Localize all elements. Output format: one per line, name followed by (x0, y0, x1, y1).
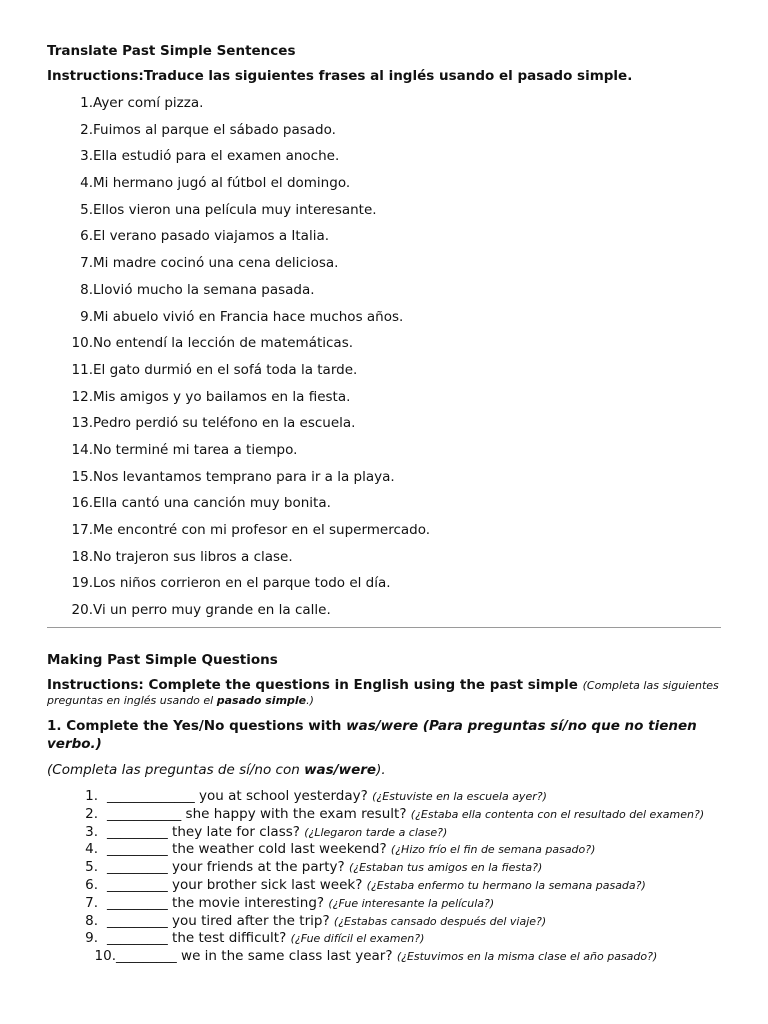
question-hint: (¿Llegaron tarde a clase?) (304, 825, 448, 839)
list-item-number: 6. (80, 228, 93, 245)
question-body (107, 824, 712, 842)
list-item-number: 10. (71, 335, 93, 352)
section1-instructions: Instructions:Traduce las siguientes frases al inglés usando el pasado simple. (47, 68, 633, 84)
list-item (47, 121, 721, 148)
list-item-text: No terminé mi tarea a tiempo. (93, 441, 298, 458)
list-item-text: Pedro perdió su teléfono en la escuela. (93, 415, 356, 432)
list-item-number: 16. (71, 495, 93, 512)
question-number: 4. (85, 841, 98, 858)
question-item (47, 806, 721, 824)
answer-blank[interactable]: _________ (107, 823, 168, 840)
list-item (47, 147, 721, 174)
list-item-text: Ellos vieron una película muy interesante. (93, 201, 377, 218)
question-item (47, 841, 721, 859)
translation-list (47, 94, 721, 628)
list-item-number: 8. (80, 281, 93, 298)
list-item-number: 12. (71, 388, 93, 405)
list-item-number: 2. (80, 121, 93, 138)
question-text: your friends at the party? (167, 859, 349, 876)
list-item-number: 11. (71, 361, 93, 378)
list-item-text: El verano pasado viajamos a Italia. (93, 228, 330, 245)
list-item-number: 7. (80, 255, 93, 272)
list-item-text: Llovió mucho la semana pasada. (93, 281, 315, 298)
part1-note-bold: was/were (304, 762, 377, 778)
list-item (47, 468, 721, 495)
list-item (47, 441, 721, 468)
list-item (47, 601, 721, 628)
question-hint: (¿Estuvimos en la misma clase el año pasado?) (396, 950, 658, 964)
question-hint: (¿Estaba enfermo tu hermano la semana pasada?) (366, 878, 646, 892)
section2-instructions-sub-bold: pasado simple (216, 694, 307, 707)
question-number: 10. (94, 948, 116, 965)
list-item (47, 308, 721, 335)
question-number: 2. (85, 805, 98, 822)
list-item (47, 361, 721, 388)
question-body (116, 948, 721, 966)
question-item (47, 824, 721, 842)
question-item (47, 859, 721, 877)
answer-blank[interactable]: _________ (107, 894, 168, 911)
list-item-number: 13. (71, 415, 93, 432)
question-text: they late for class? (167, 823, 305, 840)
list-item (47, 174, 721, 201)
question-hint: (¿Estabas cansado después del viaje?) (333, 914, 547, 928)
question-item (47, 948, 721, 966)
answer-blank[interactable]: ___________ (107, 805, 182, 822)
question-number: 1. (85, 788, 98, 804)
list-item (47, 201, 721, 228)
section2-instructions-sub-a: (Completa las siguientes preguntas en inglés usando el (47, 679, 719, 707)
question-hint: (¿Hizo frío el fin de semana pasado?) (390, 843, 596, 857)
question-body (107, 877, 712, 895)
section1-title: Translate Past Simple Sentences (47, 43, 296, 59)
list-item (47, 414, 721, 441)
section2-instructions-main: Instructions: Complete the questions in English using the past simple (47, 677, 578, 693)
question-text: the movie interesting? (167, 894, 329, 911)
question-item (47, 895, 721, 913)
list-item (47, 281, 721, 308)
list-item (47, 521, 721, 548)
section2-instructions (47, 678, 721, 708)
list-item-number: 14. (71, 441, 93, 458)
question-body (107, 913, 712, 931)
question-number: 6. (85, 876, 98, 893)
list-item (47, 94, 721, 121)
answer-blank[interactable]: _____________ (107, 788, 195, 804)
question-number: 7. (85, 894, 98, 911)
list-item (47, 548, 721, 575)
list-item-text: Mis amigos y yo bailamos en la fiesta. (93, 388, 351, 405)
question-body (107, 788, 712, 806)
list-item (47, 254, 721, 281)
question-text: you at school yesterday? (194, 788, 373, 804)
question-text: your brother sick last week? (167, 876, 367, 893)
list-item-number: 9. (80, 308, 93, 325)
list-item-number: 4. (80, 175, 93, 192)
answer-blank[interactable]: _________ (107, 841, 168, 858)
list-item-number: 17. (71, 522, 93, 538)
list-item-text: Me encontré con mi profesor en el supermercado. (93, 522, 431, 538)
question-number: 9. (85, 930, 98, 947)
list-item-text: Nos levantamos temprano para ir a la playa. (93, 468, 395, 485)
part1-heading (47, 718, 721, 753)
section2-title: Making Past Simple Questions (47, 652, 278, 668)
question-text: the weather cold last weekend? (167, 841, 391, 858)
question-item (47, 913, 721, 931)
question-number: 5. (85, 859, 98, 876)
question-hint: (¿Estaba ella contenta con el resultado del examen?) (410, 807, 705, 821)
list-item (47, 227, 721, 254)
answer-blank[interactable]: _________ (107, 859, 168, 876)
list-item-text: Mi hermano jugó al fútbol el domingo. (93, 175, 351, 192)
question-item (47, 877, 721, 895)
list-item-number: 18. (71, 548, 93, 565)
list-item (47, 494, 721, 521)
list-item (47, 388, 721, 415)
part1-heading-a: 1. Complete the Yes/No questions with (47, 718, 347, 734)
question-item (47, 788, 721, 806)
answer-blank[interactable]: _________ (107, 876, 168, 893)
list-item-text: El gato durmió en el sofá toda la tarde. (93, 361, 358, 378)
question-body (107, 895, 712, 913)
part1-heading-c: (Para preguntas sí/no que no tienen verbo.) (47, 718, 697, 752)
list-item-text: No entendí la lección de matemáticas. (93, 335, 354, 352)
question-hint: (¿Estuviste en la escuela ayer?) (372, 790, 547, 803)
question-body (107, 841, 712, 859)
question-number: 3. (85, 823, 98, 840)
list-item-text: Fuimos al parque el sábado pasado. (93, 121, 336, 138)
list-item-text: Los niños corrieron en el parque todo el día. (93, 575, 391, 592)
list-item-text: Ayer comí pizza. (93, 95, 204, 111)
list-item-number: 3. (80, 148, 93, 165)
part1-heading-b: was/were (346, 718, 419, 734)
part1-note (47, 762, 386, 778)
section2-instructions-sub-b: .) (306, 694, 314, 707)
list-item (47, 334, 721, 361)
question-body (107, 859, 712, 877)
question-hint: (¿Estaban tus amigos en la fiesta?) (348, 861, 543, 875)
question-body (107, 806, 712, 824)
part1-note-b: ). (376, 762, 386, 778)
answer-blank[interactable]: _________ (116, 948, 177, 965)
question-text: she happy with the exam result? (181, 805, 411, 822)
section-divider (47, 627, 721, 628)
question-number: 8. (85, 912, 98, 929)
question-text: we in the same class last year? (176, 948, 397, 965)
list-item-text: No trajeron sus libros a clase. (93, 548, 293, 565)
list-item-text: Mi abuelo vivió en Francia hace muchos años. (93, 308, 404, 325)
answer-blank[interactable]: _________ (107, 930, 168, 947)
question-hint: (¿Fue interesante la película?) (328, 896, 495, 910)
list-item-number: 5. (80, 201, 93, 218)
list-item-number: 1. (80, 95, 93, 111)
question-body (107, 930, 712, 948)
question-hint: (¿Fue difícil el examen?) (290, 932, 425, 946)
list-item-text: Mi madre cocinó una cena deliciosa. (93, 255, 339, 272)
list-item-text: Ella cantó una canción muy bonita. (93, 495, 331, 512)
answer-blank[interactable]: _________ (107, 912, 168, 929)
question-item (47, 930, 721, 948)
list-item-text: Ella estudió para el examen anoche. (93, 148, 340, 165)
question-list (47, 788, 721, 966)
question-text: you tired after the trip? (167, 912, 334, 929)
list-item (47, 574, 721, 601)
part1-note-a: (Completa las preguntas de sí/no con (47, 762, 305, 778)
list-item-number: 19. (71, 575, 93, 592)
question-text: the test difficult? (167, 930, 291, 947)
list-item-number: 20. (71, 602, 93, 619)
list-item-text: Vi un perro muy grande en la calle. (93, 602, 331, 619)
list-item-number: 15. (71, 468, 93, 485)
